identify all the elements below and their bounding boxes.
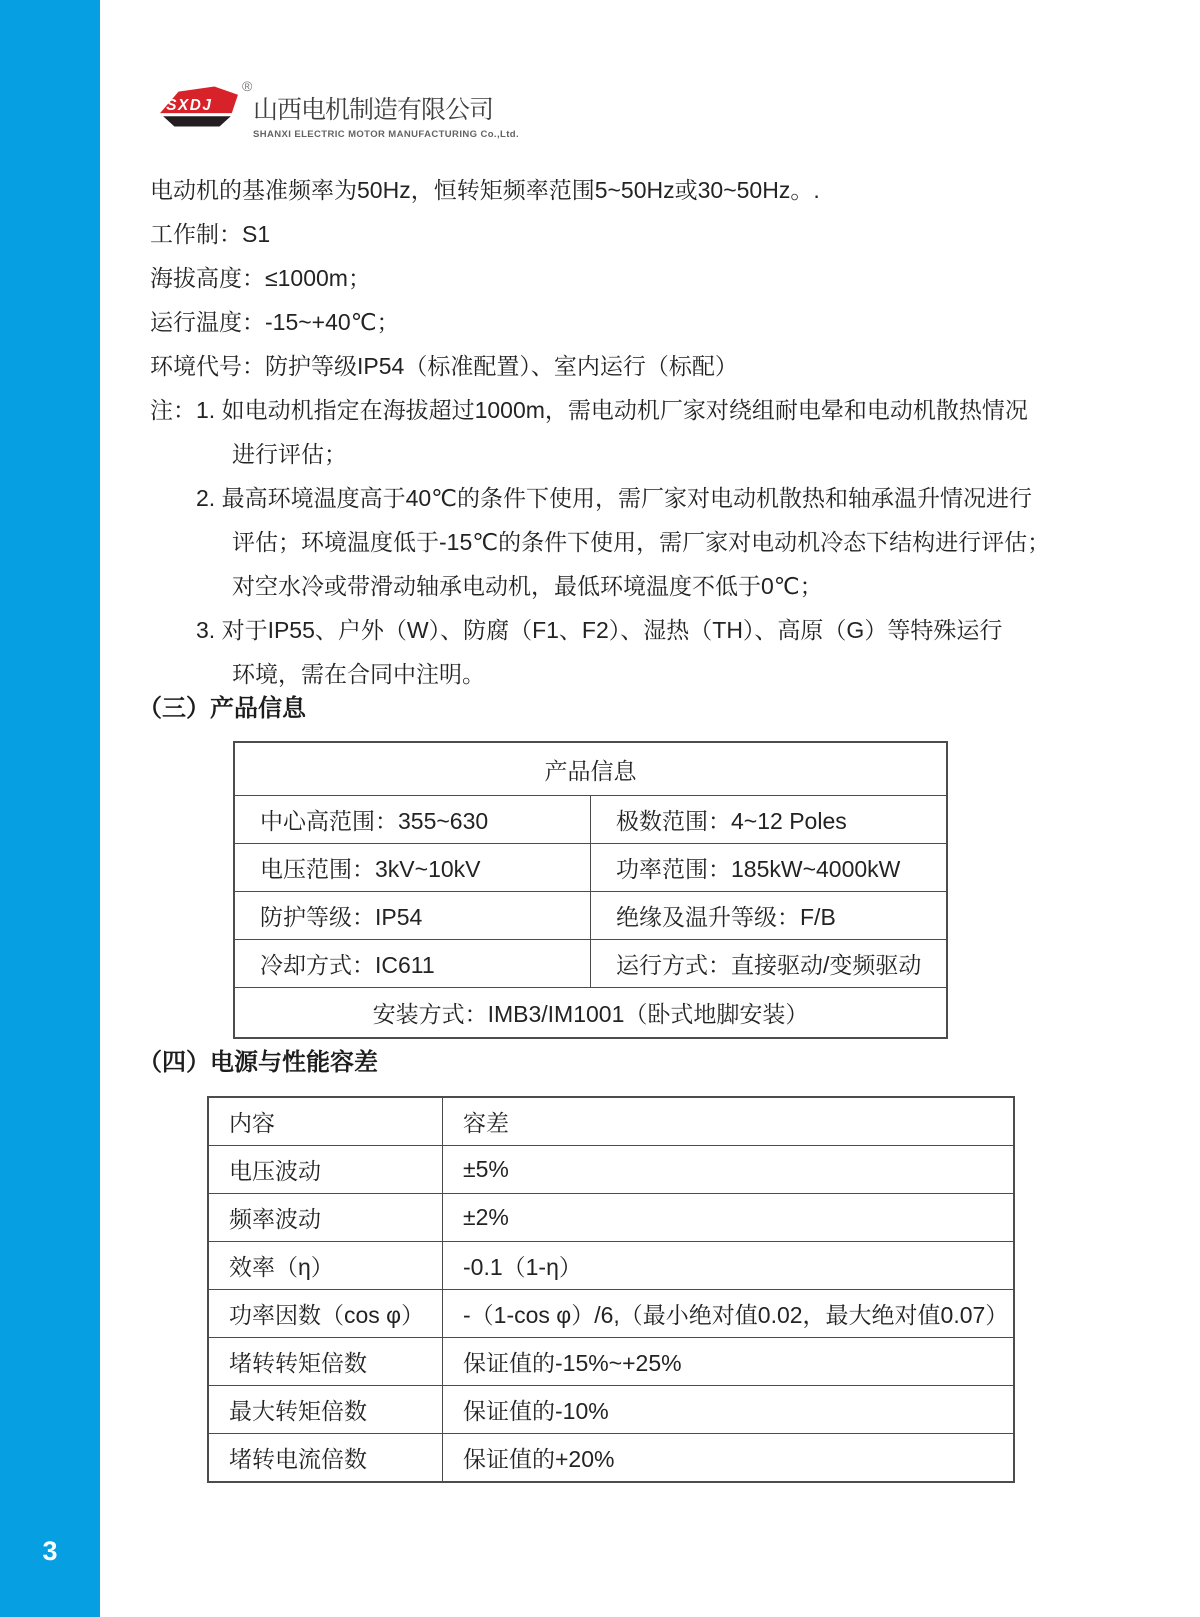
spec-line: 电动机的基准频率为50Hz，恒转矩频率范围5~50Hz或30~50Hz。. <box>150 177 820 203</box>
spec-line: 工作制：S1 <box>150 221 271 247</box>
table-row <box>208 1242 1014 1290</box>
table-cell: 效率（η） <box>208 1242 443 1290</box>
note-line: 3. 对于IP55、户外（W）、防腐（F1、F2）、湿热（TH）、高原（G）等特殊运行 <box>196 617 1003 643</box>
table-row <box>234 988 947 1039</box>
table-row <box>234 796 947 844</box>
note-line: 注：1. 如电动机指定在海拔超过1000m，需电动机厂家对绕组耐电晕和电动机散热情况 <box>150 397 1028 423</box>
table-header-row <box>208 1097 1014 1146</box>
spec-text-block <box>150 168 1090 696</box>
note-line: 2. 最高环境温度高于40℃的条件下使用，需厂家对电动机散热和轴承温升情况进行 <box>196 485 1032 511</box>
table-cell: 冷却方式：IC611 <box>234 940 591 988</box>
table-cell: 功率范围：185kW~4000kW <box>591 844 948 892</box>
table-cell: 堵转转矩倍数 <box>208 1338 443 1386</box>
section-heading-product-info: （三）产品信息 <box>138 695 306 722</box>
logo-text: SXDJ <box>166 97 213 115</box>
company-header <box>140 70 660 142</box>
table-cell: -（1-cos φ）/6,（最小绝对值0.02，最大绝对值0.07） <box>443 1290 1015 1338</box>
table-row <box>234 940 947 988</box>
note-line: 进行评估； <box>232 441 347 467</box>
product-info-table <box>233 741 948 1039</box>
left-margin-bar <box>0 0 100 1617</box>
note-line: 环境，需在合同中注明。 <box>232 661 485 687</box>
table-cell: 保证值的+20% <box>443 1434 1015 1483</box>
tolerance-table <box>207 1096 1015 1483</box>
table-row <box>208 1146 1014 1194</box>
table-cell: 保证值的-10% <box>443 1386 1015 1434</box>
table-cell: 电压范围：3kV~10kV <box>234 844 591 892</box>
company-name-en: SHANXI ELECTRIC MOTOR MANUFACTURING Co.,Ltd. <box>253 129 519 140</box>
table-cell: 保证值的-15%~+25% <box>443 1338 1015 1386</box>
table-row <box>208 1386 1014 1434</box>
table-row <box>208 1194 1014 1242</box>
section-heading-tolerance: （四）电源与性能容差 <box>138 1049 378 1076</box>
column-header: 容差 <box>443 1097 1015 1146</box>
company-name-cn: 山西电机制造有限公司 <box>253 96 494 124</box>
table-row <box>234 892 947 940</box>
registered-trademark-icon: ® <box>242 78 253 94</box>
table-row <box>208 1338 1014 1386</box>
spec-line: 环境代号：防护等级IP54（标准配置）、室内运行（标配） <box>150 353 738 379</box>
sxdj-logo-icon <box>158 86 240 128</box>
company-names <box>253 90 519 140</box>
table-row <box>208 1434 1014 1483</box>
note-line: 对空水冷或带滑动轴承电动机，最低环境温度不低于0℃； <box>232 573 823 599</box>
table-row <box>234 844 947 892</box>
table-cell: 功率因数（cos φ） <box>208 1290 443 1338</box>
table-cell: 运行方式：直接驱动/变频驱动 <box>591 940 948 988</box>
spec-line: 海拔高度：≤1000m； <box>150 265 371 291</box>
table-row <box>208 1290 1014 1338</box>
column-header: 内容 <box>208 1097 443 1146</box>
table-cell: 最大转矩倍数 <box>208 1386 443 1434</box>
table-cell: 中心高范围：355~630 <box>234 796 591 844</box>
table-cell: 频率波动 <box>208 1194 443 1242</box>
spec-line: 运行温度：-15~+40℃； <box>150 309 400 335</box>
table-cell: 防护等级：IP54 <box>234 892 591 940</box>
table-cell: 堵转电流倍数 <box>208 1434 443 1483</box>
table-cell: 极数范围：4~12 Poles <box>591 796 948 844</box>
mounting-cell: 安装方式：IMB3/IM1001（卧式地脚安装） <box>234 988 947 1039</box>
note-line: 评估；环境温度低于-15℃的条件下使用，需厂家对电动机冷态下结构进行评估； <box>232 529 1051 555</box>
table-cell: 电压波动 <box>208 1146 443 1194</box>
page-number: 3 <box>42 1536 58 1566</box>
table-cell: ±5% <box>443 1146 1015 1194</box>
product-table-title: 产品信息 <box>234 742 947 796</box>
table-cell: ±2% <box>443 1194 1015 1242</box>
table-cell: 绝缘及温升等级：F/B <box>591 892 948 940</box>
table-cell: -0.1（1-η） <box>443 1242 1015 1290</box>
